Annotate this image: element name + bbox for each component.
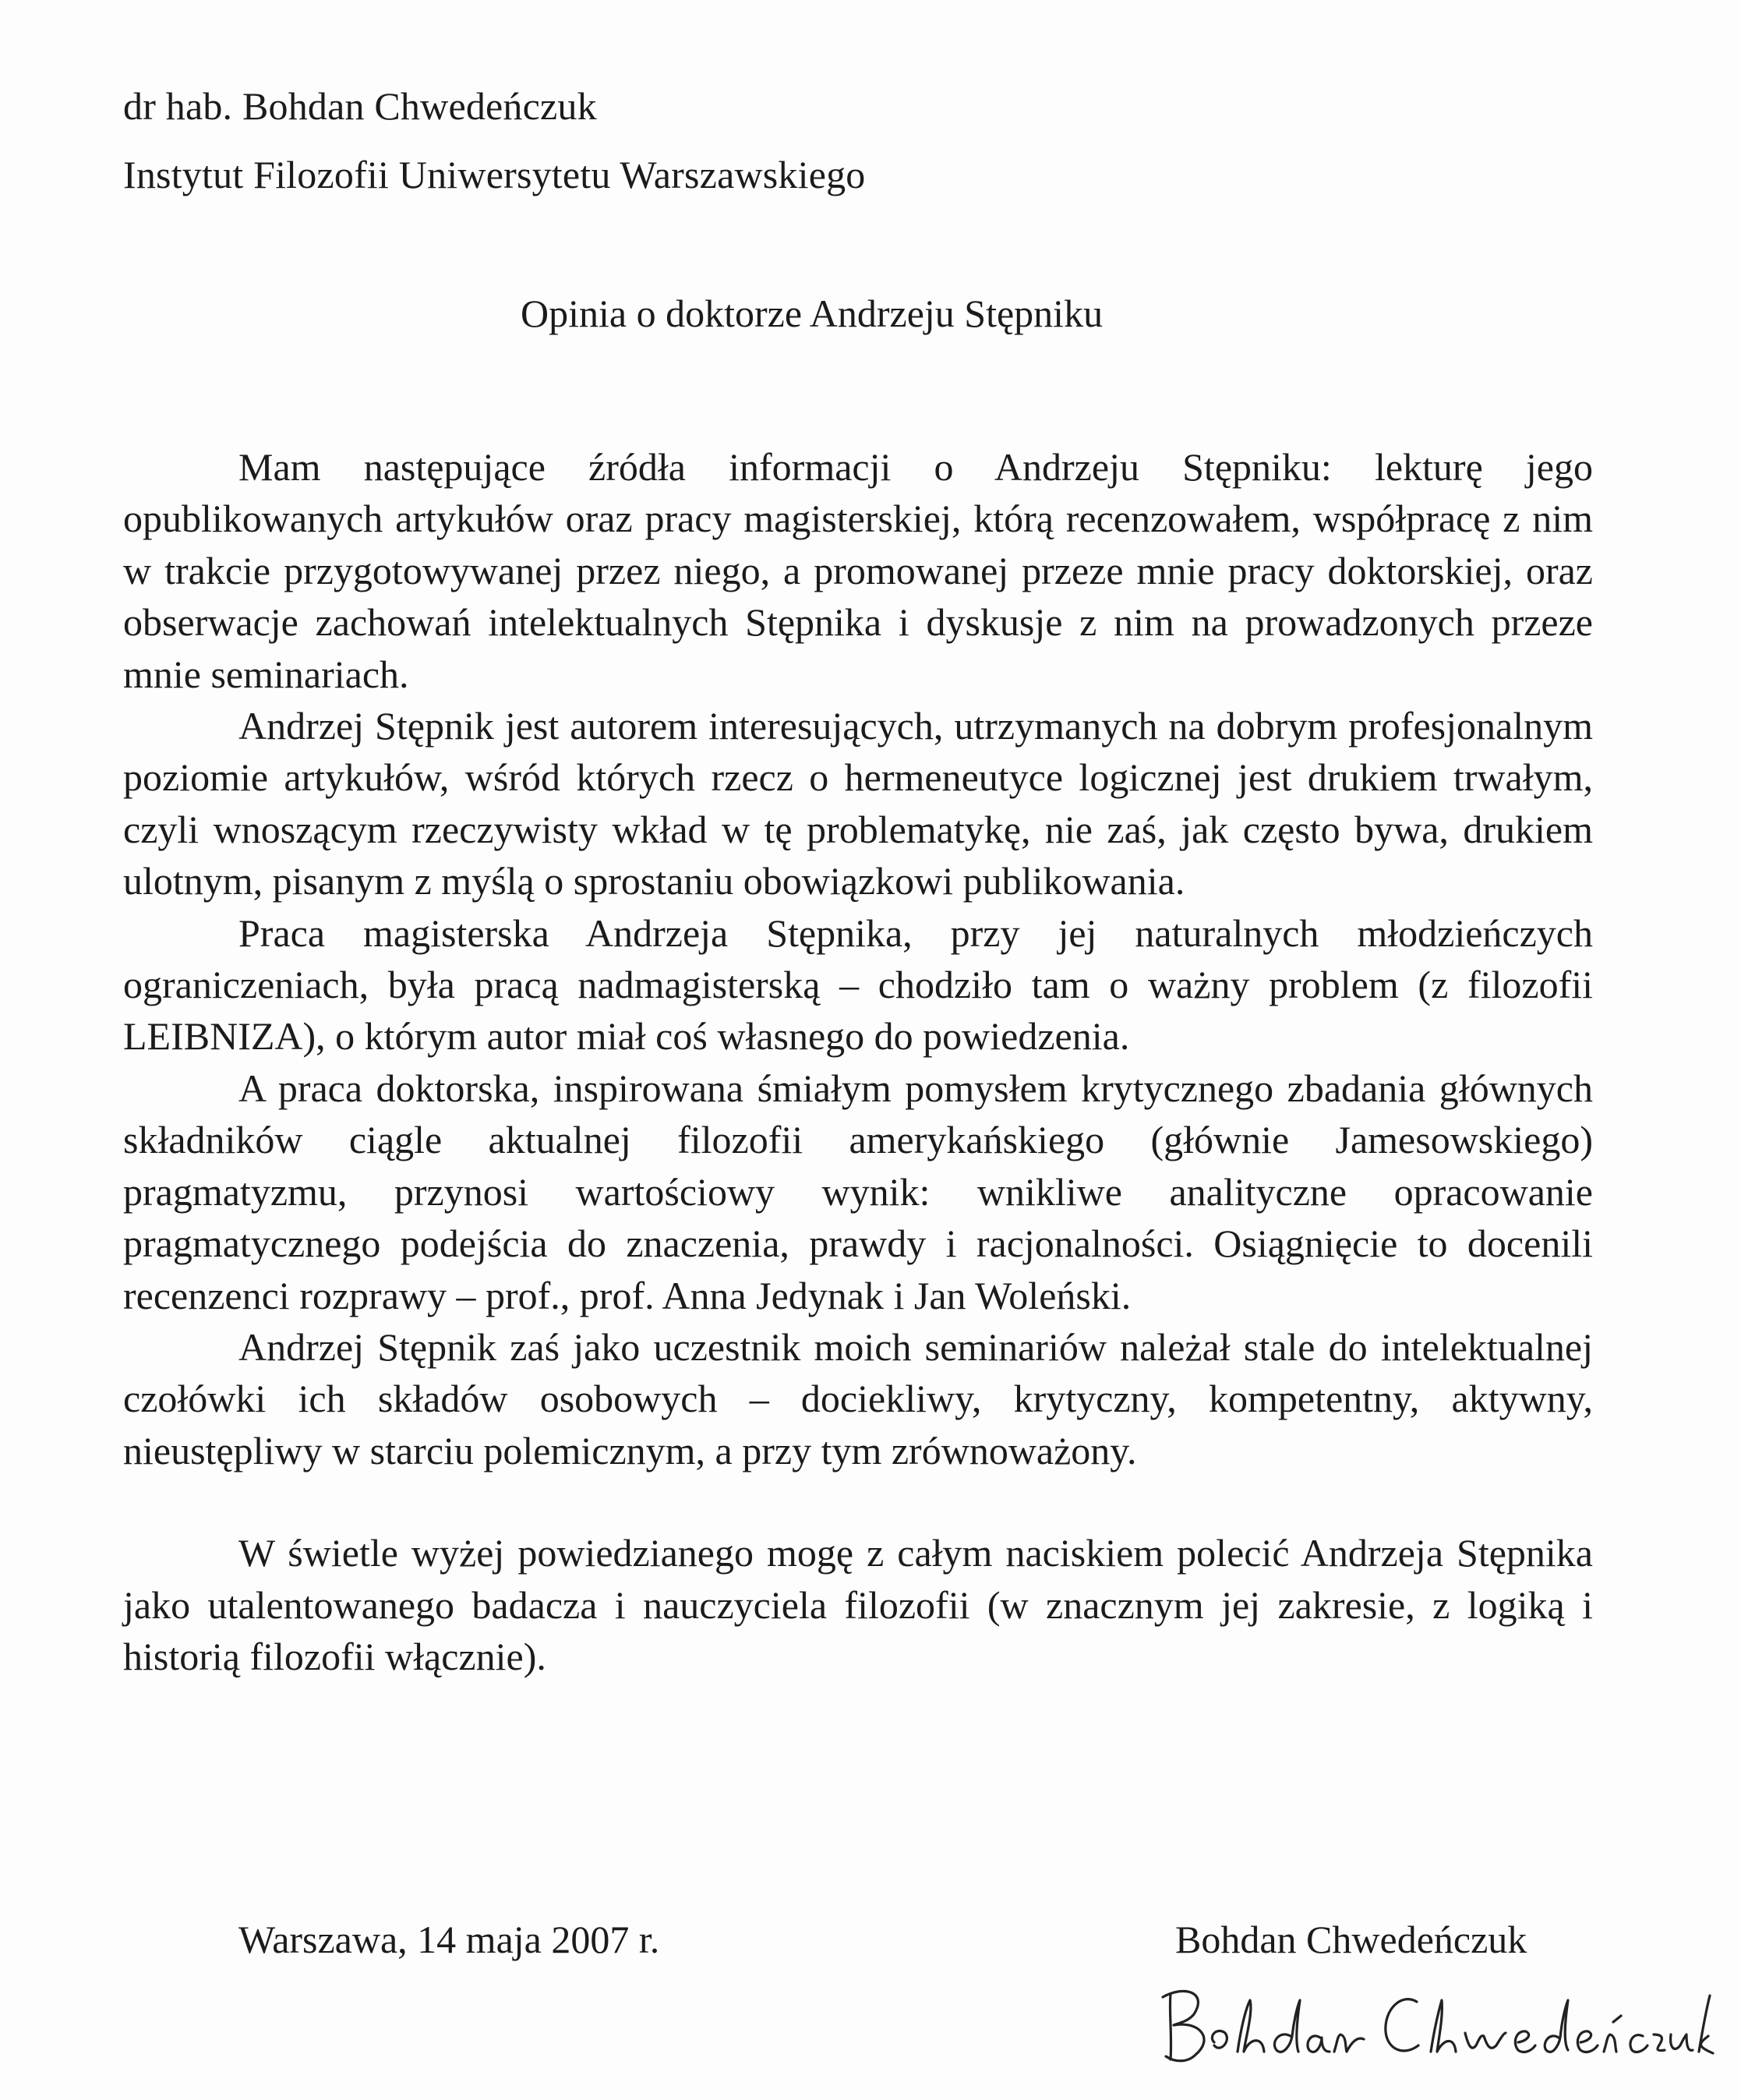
paragraph-seminars: Andrzej Stępnik zaś jako uczestnik moich seminariów należał stale do intelektualnej czołówki ich składów osobowych – dociekliwy, krytyczny, kompetentny, aktywny, nieustępliwy w starciu polemicznym, a przy tym zrównoważony. <box>123 1324 1593 1472</box>
paragraph-sources: Mam następujące źródła informacji o Andrzeju Stępniku: lekturę jego opublikowanych artykułów oraz pracy magisterskiej, którą recenzowałem, współpracę z nim w trakcie przygotowywanej przez niego, a promowanej przeze mnie pracy doktorskiej, oraz obserwacje zachowań intelektualnych Stępnika i dyskusje z nim na prowadzonych przeze mnie seminariach. <box>123 445 1593 696</box>
paragraph-articles: Andrzej Stępnik jest autorem interesujących, utrzymanych na dobrym profesjonalnym poziomie artykułów, wśród których rzecz o hermeneutyce logicznej jest drukiem trwałym, czyli wnoszącym rzeczywisty wkład w tę problematykę, nie zaś, jak często bywa, drukiem ulotnym, pisanym z myślą o sprostaniu obowiązkowi publikowania. <box>123 704 1593 903</box>
letter-body <box>123 441 1593 1682</box>
document-title: Opinia o doktorze Andrzeju Stępniku <box>521 292 1104 335</box>
signatory-name: Bohdan Chwedeńczuk <box>1175 1918 1527 1961</box>
author-block <box>123 72 866 209</box>
paragraph-recommendation: W świetle wyżej powiedzianego mogę z całym naciskiem polecić Andrzeja Stępnika jako utalentowanego badacza i nauczyciela filozofii (w znacznym jej zakresie, z logiką i historią filozofii włącznie). <box>123 1531 1593 1678</box>
paragraph-doctoral-thesis: A praca doktorska, inspirowana śmiałym pomysłem krytycznego zbadania głównych składników ciągle aktualnej filozofii amerykańskiego (głównie Jamesowskiego) pragmatyzmu, przynosi wartościowy wynik: wnikliwe analityczne opracowanie pragmatycznego podejścia do znaczenia, prawdy i racjonalności. Osiągnięcie to docenili recenzenci rozprawy – prof., prof. Anna Jedynak i Jan Woleński. <box>123 1066 1593 1317</box>
author-institution: Instytut Filozofii Uniwersytetu Warszawskiego <box>123 153 866 196</box>
handwritten-signature <box>1153 1964 1715 2081</box>
author-name: dr hab. Bohdan Chwedeńczuk <box>123 84 597 128</box>
signature-image <box>1153 1964 1715 2081</box>
place-and-date: Warszawa, 14 maja 2007 r. <box>238 1918 660 1961</box>
paragraph-masters-thesis: Praca magisterska Andrzeja Stępnika, przy jej naturalnych młodzieńczych ograniczeniach, była pracą nadmagisterską – chodziło tam o ważny problem (z filozofii LEIBNIZA), o którym autor miał coś własnego do powiedzenia. <box>123 910 1593 1059</box>
